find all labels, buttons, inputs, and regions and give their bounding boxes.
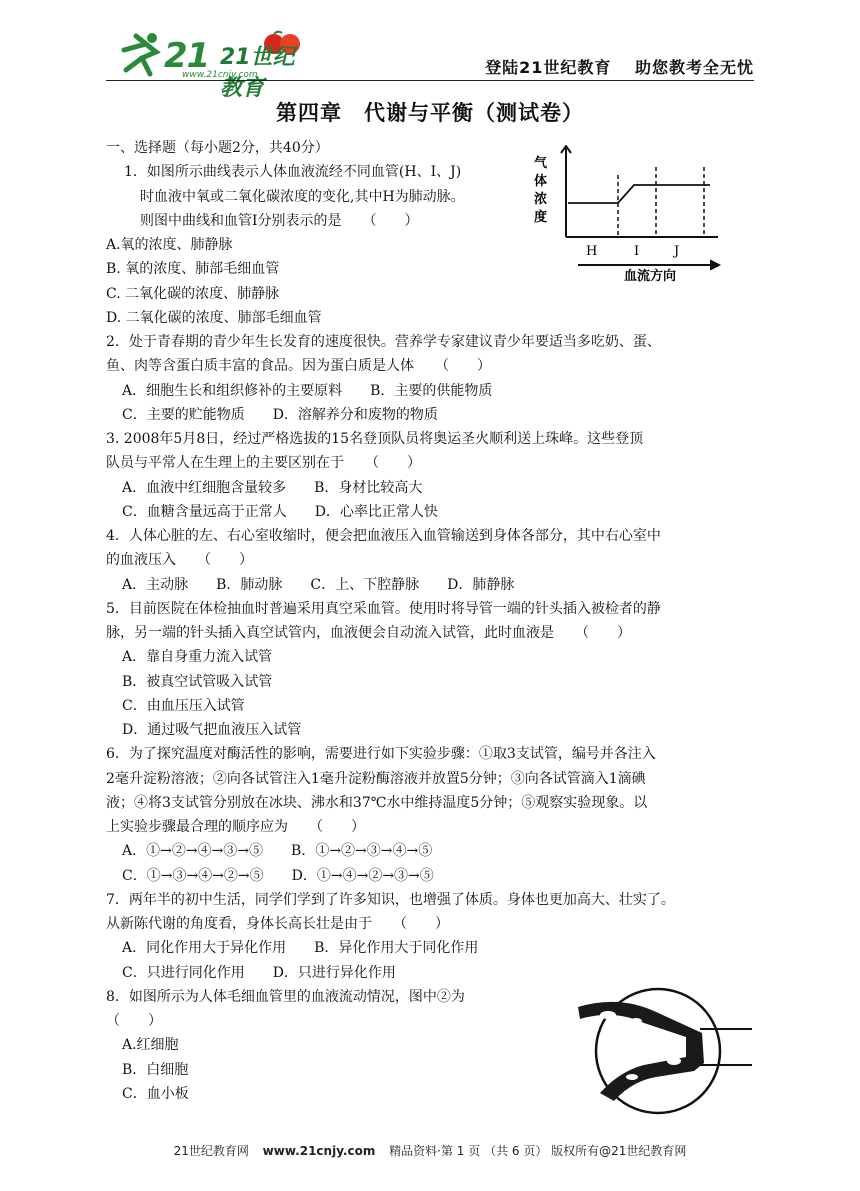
- blood-cell: [626, 1074, 638, 1080]
- answer-option: A．同化作用大于异化作用 B．异化作用大于同化作用: [122, 940, 479, 956]
- question-text: 液；④将3支试管分别放在冰块、沸水和37℃水中维持温度5分钟；⑤观察实验现象。以: [106, 795, 648, 811]
- question-text: 的血液压入 （ ）: [106, 552, 253, 568]
- logo-url: www.21cnjy.com: [182, 70, 258, 80]
- site-logo: [112, 30, 302, 101]
- answer-option: C．主要的贮能物质 D．溶解养分和废物的物质: [122, 407, 438, 423]
- question-text: （ ）: [106, 1013, 162, 1029]
- question-text: 2．处于青春期的青少年生长发育的速度很快。营养学专家建议青少年要适当多吃奶、蛋、: [106, 334, 661, 350]
- question-text: 则图中曲线和血管I分别表示的是 （ ）: [140, 213, 419, 229]
- question-text: 时血液中氧或二氧化碳浓度的变化,其中H为肺动脉。: [140, 189, 465, 205]
- question-text: 1．如图所示曲线表示人体血液流经不同血管(H、I、J): [124, 164, 462, 180]
- answer-option: A.氧的浓度、肺静脉: [106, 237, 233, 253]
- answer-option: A．细胞生长和组织修补的主要原料 B．主要的供能物质: [122, 383, 493, 399]
- footer-left: 21世纪教育网: [173, 1144, 249, 1158]
- answer-option: C．由血压压入试管: [122, 698, 245, 714]
- graph-segment-j: J: [674, 244, 680, 259]
- question-text: 3. 2008年5月8日，经过严格选拔的15名登顶队员将奥运圣火顺利送上珠峰。这些登顶: [106, 431, 644, 447]
- footer-right: 精品资料·第 1 页 （共 6 页） 版权所有@21世纪教育网: [389, 1144, 687, 1158]
- question-text: 8．如图所示为人体毛细血管里的血液流动情况，图中②为: [106, 989, 465, 1005]
- answer-option: A.红细胞: [122, 1037, 179, 1053]
- graph-ylabel-char: 气: [534, 156, 548, 171]
- logo-text: 21世纪教育: [220, 45, 295, 101]
- section-heading: 一、选择题（每小题2分，共40分）: [106, 140, 329, 156]
- answer-option: C．血糖含量远高于正常人 D．心率比正常人快: [122, 504, 438, 520]
- graph-segment-h: H: [586, 244, 598, 259]
- blood-cell: [657, 1032, 675, 1042]
- graph-segment-i: I: [634, 244, 640, 259]
- graph-ylabel-char: 浓: [534, 192, 548, 207]
- question-text: 鱼、肉等含蛋白质丰富的食品。因为蛋白质是人体 （ ）: [106, 358, 491, 374]
- logo-number: 21: [164, 36, 210, 76]
- graph-ylabel-char: 体: [534, 174, 548, 189]
- question-text: 2毫升淀粉溶液；②向各试管注入1毫升淀粉酶溶液并放置5分钟；③向各试管滴入1滴碘: [106, 771, 646, 787]
- blood-cell: [630, 1018, 642, 1024]
- question-text: 队员与平常人在生理上的主要区别在于 （ ）: [106, 455, 421, 471]
- blood-flow-arrowhead: [710, 260, 720, 270]
- answer-option: C. 二氧化碳的浓度、肺静脉: [106, 286, 280, 302]
- question-text: 4．人体心脏的左、右心室收缩时，便会把血液压入血管输送到身体各部分，其中右心室中: [106, 528, 661, 544]
- question-text: 7．两年半的初中生活，同学们学到了许多知识，也增强了体质。身体也更加高大、壮实了。: [106, 892, 675, 908]
- capillary-figure: [574, 985, 754, 1117]
- runner-logo-icon: [112, 30, 172, 78]
- blood-cell: [667, 1057, 681, 1065]
- graph-ylabel-char: 度: [534, 210, 548, 225]
- answer-option: A．血液中红细胞含量较多 B．身材比较高大: [122, 480, 423, 496]
- page-footer: [0, 1142, 860, 1159]
- question-text: 从新陈代谢的角度看，身体长高长壮是由于 （ ）: [106, 916, 449, 932]
- answer-option: D. 二氧化碳的浓度、肺部毛细血管: [106, 310, 322, 326]
- blood-cell: [600, 1011, 616, 1019]
- answer-option: C．只进行同化作用 D．只进行异化作用: [122, 965, 396, 981]
- question-text: 上实验步骤最合理的顺序应为 （ ）: [106, 819, 365, 835]
- question-text: 6．为了探究温度对酶活性的影响，需要进行如下实验步骤：①取3支试管，编号并各注入: [106, 746, 656, 762]
- page-title: 第四章 代谢与平衡（测试卷）: [276, 101, 584, 125]
- question-text: 5．目前医院在体检抽血时普遍采用真空采血管。使用时将导管一端的针头插入被检者的静: [106, 601, 661, 617]
- answer-option: A．靠自身重力流入试管: [122, 649, 273, 665]
- answer-option: B. 氧的浓度、肺部毛细血管: [106, 261, 280, 277]
- header-tagline: 登陆21世纪教育 助您教考全无忧: [485, 58, 754, 77]
- footer-site-link[interactable]: www.21cnjy.com: [262, 1144, 376, 1158]
- question-text: 脉，另一端的针头插入真空试管内，血液便会自动流入试管，此时血液是 （ ）: [106, 625, 631, 641]
- answer-option: B．被真空试管吸入试管: [122, 674, 273, 690]
- answer-option: D．通过吸气把血液压入试管: [122, 722, 302, 738]
- answer-option: A．主动脉 B．肺动脉 C．上、下腔静脉 D．肺静脉: [122, 577, 515, 593]
- answer-option: A．①→②→④→③→⑤ B．①→②→③→④→⑤: [122, 843, 433, 859]
- answer-option: B．白细胞: [122, 1062, 189, 1078]
- header-divider: [106, 80, 754, 81]
- answer-option: C．血小板: [122, 1086, 189, 1102]
- blood-gas-graph: [528, 145, 728, 283]
- graph-xlabel: 血流方向: [624, 269, 677, 283]
- answer-option: C．①→③→④→②→⑤ D．①→④→②→③→⑤: [122, 868, 434, 884]
- concentration-curve: [568, 185, 710, 203]
